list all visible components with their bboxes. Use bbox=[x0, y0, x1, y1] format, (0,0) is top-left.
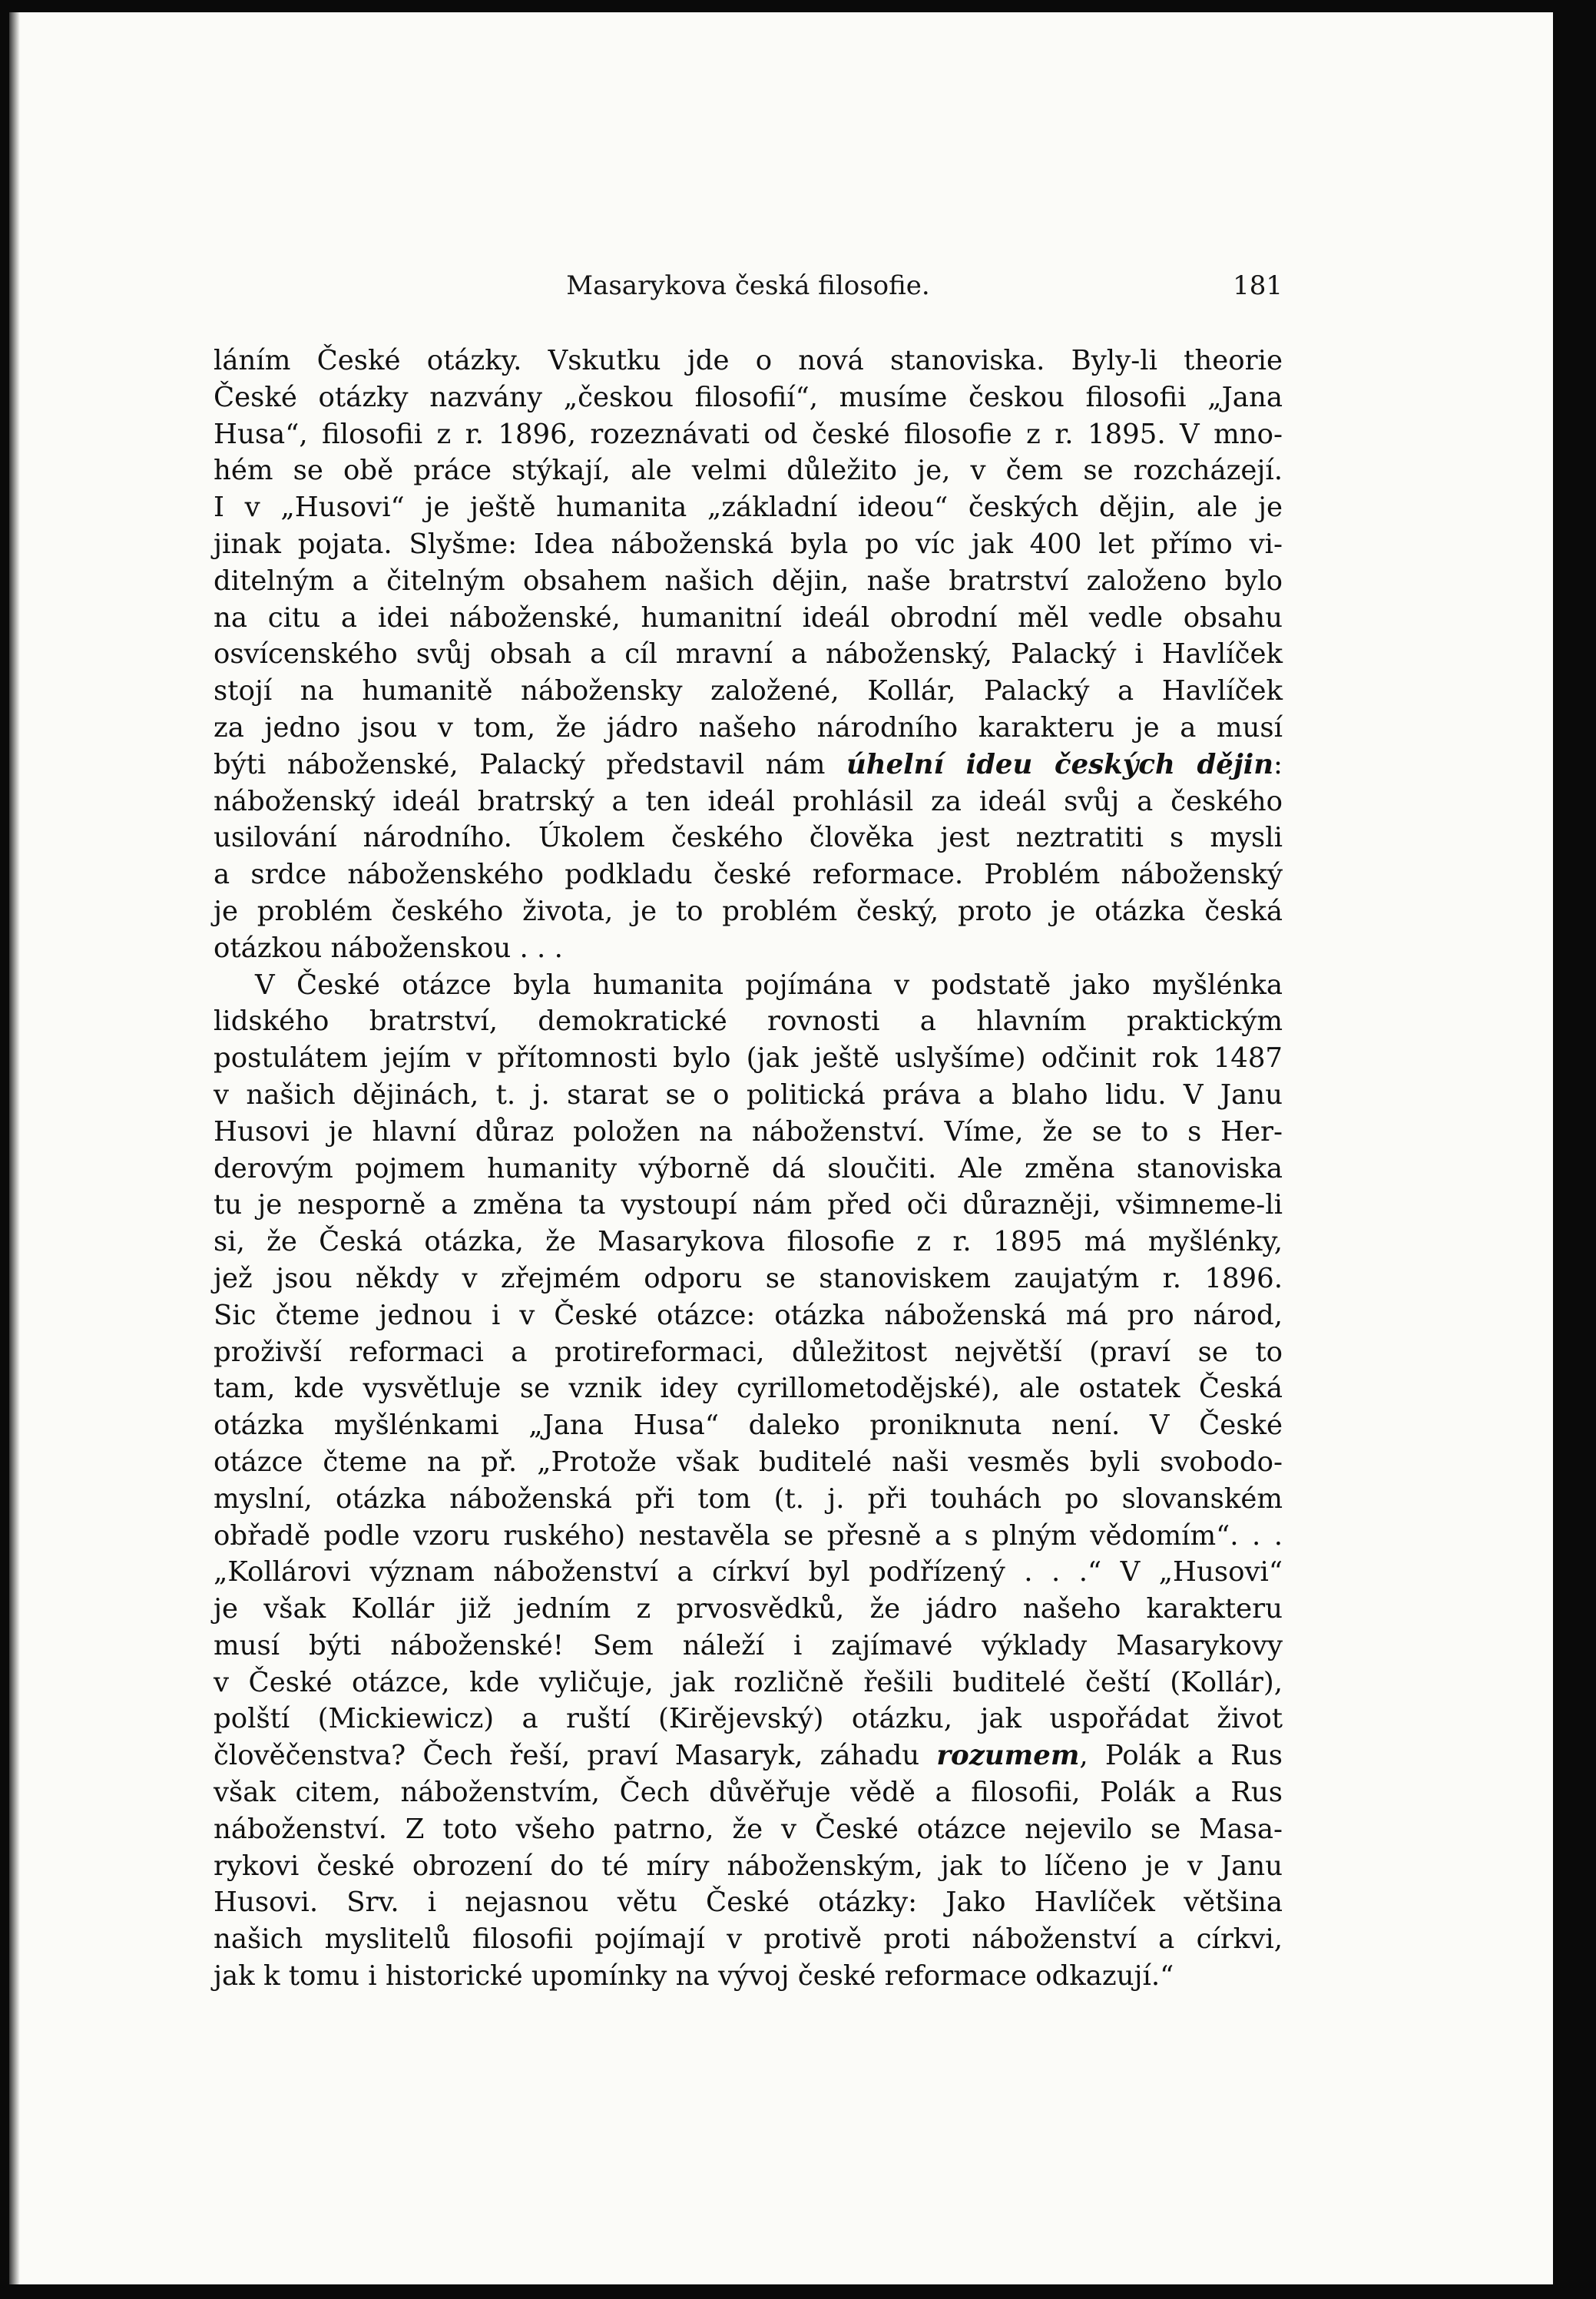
text-line-with-emphasis bbox=[214, 1738, 1283, 1774]
text-line: si, že Česká otázka, že Masarykova filosofie z r. 1895 má myšlénky, bbox=[214, 1226, 1283, 1258]
text-line: Sic čteme jednou i v České otázce: otázka náboženská má pro národ, bbox=[214, 1299, 1283, 1331]
text-line: však citem, náboženstvím, Čech důvěřuje vědě a filosofii, Polák a Rus bbox=[214, 1777, 1283, 1809]
text-line: rykovi české obrození do té míry náboženským, jak to líčeno je v Janu bbox=[214, 1850, 1283, 1882]
text-line: v našich dějinách, t. j. starat se o politická práva a blaho lidu. V Janu bbox=[214, 1078, 1283, 1111]
text-line: náboženství. Z toto všeho patrno, že v České otázce nejevilo se Masa- bbox=[214, 1813, 1283, 1845]
paragraph-start-line: V České otázce byla humanita pojímána v podstatě jako myšlénka bbox=[255, 969, 1283, 1001]
text-line: „Kollárovi význam náboženství a církví byl podřízený . . .“ V „Husovi“ bbox=[214, 1556, 1283, 1588]
text-line: tam, kde vysvětluje se vznik idey cyrillometodějské), ale ostatek Česká bbox=[214, 1373, 1283, 1405]
running-title: Masarykova česká filosofie. bbox=[566, 270, 930, 301]
text-line: ditelným a čitelným obsahem našich dějin, naše bratrství založeno bylo bbox=[214, 565, 1283, 597]
text-line: musí býti náboženské! Sem náleží i zajímavé výklady Masarykovy bbox=[214, 1629, 1283, 1661]
book-page bbox=[9, 12, 1553, 2284]
emphasis-phrase: úhelní ideu českých dějin bbox=[846, 748, 1274, 780]
text-line: lidského bratrství, demokratické rovnosti a hlavním praktickým bbox=[214, 1005, 1283, 1038]
text-line-with-emphasis bbox=[214, 747, 1283, 783]
paragraph-end-line: otázkou náboženskou . . . bbox=[214, 932, 563, 964]
text-line: polští (Mickiewicz) a ruští (Kirějevský) otázku, jak uspořádat život bbox=[214, 1703, 1283, 1735]
text-line: obřadě podle vzoru ruského) nestavěla se přesně a s plným vědomím“. . . bbox=[214, 1519, 1283, 1552]
text-line: usilování národního. Úkolem českého člověka jest neztratiti s mysli bbox=[214, 822, 1283, 854]
text-segment: , Polák a Rus bbox=[1079, 1740, 1283, 1772]
text-line: Husa“, filosofii z r. 1896, rozeznávati od české filosofie z r. 1895. V mno- bbox=[214, 418, 1283, 450]
text-line: je problém českého života, je to problém český, proto je otázka česká bbox=[214, 895, 1283, 927]
text-line: za jedno jsou v tom, že jádro našeho národního karakteru je a musí bbox=[214, 711, 1283, 744]
text-line: myslní, otázka náboženská při tom (t. j. při touhách po slovanském bbox=[214, 1482, 1283, 1515]
paragraph-end-line: jak k tomu i historické upomínky na vývoj české reformace odkazují.“ bbox=[214, 1960, 1174, 1993]
page-number: 181 bbox=[1233, 270, 1283, 301]
text-line: hém se obě práce stýkají, ale velmi důležito je, v čem se rozcházejí. bbox=[214, 455, 1283, 487]
text-line: otázce čteme na př. „Protože však buditelé naši vesměs byli svobodo- bbox=[214, 1446, 1283, 1478]
text-line: jinak pojata. Slyšme: Idea náboženská byla po víc jak 400 let přímo vi- bbox=[214, 528, 1283, 560]
text-line: České otázky nazvány „českou filosofií“, musíme českou filosofii „Jana bbox=[214, 381, 1283, 413]
text-line: láním České otázky. Vskutku jde o nová stanoviska. Byly-li theorie bbox=[214, 345, 1283, 376]
text-line: na citu a idei náboženské, humanitní ideál obrodní měl vedle obsahu bbox=[214, 601, 1283, 634]
text-line: tu je nesporně a změna ta vystoupí nám před oči důrazněji, všimneme-li bbox=[214, 1189, 1283, 1221]
text-line: v České otázce, kde vyličuje, jak rozličně řešili buditelé čeští (Kollár), bbox=[214, 1666, 1283, 1698]
page-spine-shadow bbox=[9, 12, 20, 2284]
text-line: náboženský ideál bratrský a ten ideál prohlásil za ideál svůj a českého bbox=[214, 785, 1283, 817]
text-line: jež jsou někdy v zřejmém odporu se stanoviskem zaujatým r. 1896. bbox=[214, 1262, 1283, 1294]
text-line: našich myslitelů filosofii pojímají v protivě proti náboženství a církvi, bbox=[214, 1923, 1283, 1956]
text-segment: : bbox=[1273, 748, 1283, 780]
text-line: stojí na humanitě nábožensky založené, Kollár, Palacký a Havlíček bbox=[214, 675, 1283, 707]
text-line: derovým pojmem humanity výborně dá sloučiti. Ale změna stanoviska bbox=[214, 1152, 1283, 1184]
text-line: I v „Husovi“ je ještě humanita „základní ideou“ českých dějin, ale je bbox=[214, 492, 1283, 524]
text-line: proživší reformaci a protireformaci, důležitost největší (praví se to bbox=[214, 1336, 1283, 1368]
text-segment: člověčenstva? Čech řeší, praví Masaryk, záhadu bbox=[214, 1740, 937, 1772]
running-head bbox=[214, 266, 1283, 309]
text-line: Husovi. Srv. i nejasnou větu České otázky: Jako Havlíček většina bbox=[214, 1887, 1283, 1919]
text-line: postulátem jejím v přítomnosti bylo (jak ještě uslyšíme) odčinit rok 1487 bbox=[214, 1042, 1283, 1075]
text-line: Husovi je hlavní důraz položen na náboženství. Víme, že se to s Her- bbox=[214, 1115, 1283, 1148]
text-line: osvícenského svůj obsah a cíl mravní a náboženský, Palacký i Havlíček bbox=[214, 638, 1283, 671]
text-segment: býti náboženské, Palacký představil nám bbox=[214, 748, 846, 780]
text-line: je však Kollár již jedním z prvosvědků, že jádro našeho karakteru bbox=[214, 1593, 1283, 1625]
text-line: otázka myšlénkami „Jana Husa“ daleko proniknuta není. V České bbox=[214, 1410, 1283, 1442]
body-text bbox=[214, 343, 1283, 1995]
text-line: a srdce náboženského podkladu české reformace. Problém náboženský bbox=[214, 859, 1283, 891]
emphasis-phrase: rozumem bbox=[936, 1740, 1080, 1772]
